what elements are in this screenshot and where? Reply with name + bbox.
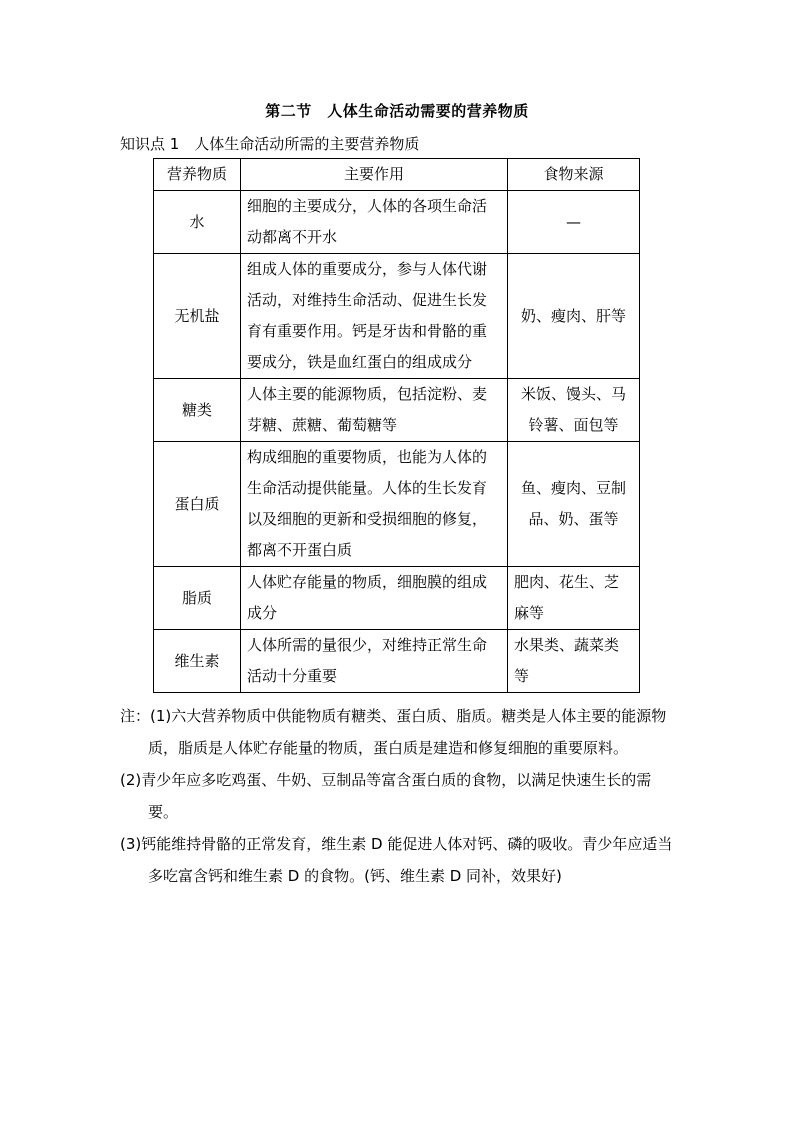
note-label: (3) bbox=[120, 835, 142, 853]
column-header: 营养物质 bbox=[154, 159, 241, 191]
table-header-row bbox=[154, 159, 640, 191]
food-source: 水果类、蔬菜类等 bbox=[508, 630, 640, 693]
page-title: 第二节 人体生命活动需要的营养物质 bbox=[265, 102, 529, 120]
nutrient-role: 人体所需的量很少，对维持正常生命活动十分重要 bbox=[241, 630, 508, 693]
nutrient-name: 水 bbox=[154, 191, 241, 254]
note-item bbox=[120, 828, 680, 892]
knowledge-point-heading: 知识点 1 人体生命活动所需的主要营养物质 bbox=[120, 135, 420, 153]
nutrient-name: 蛋白质 bbox=[154, 442, 241, 567]
nutrient-name: 维生素 bbox=[154, 630, 241, 693]
table-row bbox=[154, 379, 640, 442]
nutrient-role: 构成细胞的重要物质，也能为人体的生命活动提供能量。人体的生长发育以及细胞的更新和受损细胞的修复，都离不开蛋白质 bbox=[241, 442, 508, 567]
table-row bbox=[154, 630, 640, 693]
food-source: 米饭、馒头、马铃薯、面包等 bbox=[508, 379, 640, 442]
note-item bbox=[120, 700, 680, 764]
food-source: — bbox=[508, 191, 640, 254]
column-header: 食物来源 bbox=[508, 159, 640, 191]
nutrition-table bbox=[153, 158, 640, 693]
nutrient-role: 人体贮存能量的物质，细胞膜的组成成分 bbox=[241, 567, 508, 630]
food-source: 肥肉、花生、芝麻等 bbox=[508, 567, 640, 630]
note-label: 注：(1) bbox=[120, 707, 172, 725]
food-source: 奶、瘦肉、肝等 bbox=[508, 254, 640, 379]
table-row bbox=[154, 442, 640, 567]
table-row bbox=[154, 567, 640, 630]
notes-section bbox=[120, 700, 680, 892]
nutrient-name: 无机盐 bbox=[154, 254, 241, 379]
note-text: 青少年应多吃鸡蛋、牛奶、豆制品等富含蛋白质的食物，以满足快速生长的需要。 bbox=[141, 771, 652, 821]
nutrient-role: 人体主要的能源物质，包括淀粉、麦芽糖、蔗糖、葡萄糖等 bbox=[241, 379, 508, 442]
table-row bbox=[154, 191, 640, 254]
food-source: 鱼、瘦肉、豆制品、奶、蛋等 bbox=[508, 442, 640, 567]
column-header: 主要作用 bbox=[241, 159, 508, 191]
nutrient-role: 组成人体的重要成分，参与人体代谢活动，对维持生命活动、促进生长发育有重要作用。钙是牙齿和骨骼的重要成分，铁是血红蛋白的组成成分 bbox=[241, 254, 508, 379]
nutrient-name: 脂质 bbox=[154, 567, 241, 630]
nutrient-name: 糖类 bbox=[154, 379, 241, 442]
nutrient-role: 细胞的主要成分，人体的各项生命活动都离不开水 bbox=[241, 191, 508, 254]
table-row bbox=[154, 254, 640, 379]
note-item bbox=[120, 764, 680, 828]
note-text: 钙能维持骨骼的正常发育，维生素 D 能促进人体对钙、磷的吸收。青少年应适当多吃富含钙和维生素 D 的食物。(钙、维生素 D 同补，效果好) bbox=[141, 835, 673, 885]
note-label: (2) bbox=[120, 771, 142, 789]
note-text: 六大营养物质中供能物质有糖类、蛋白质、脂质。糖类是人体主要的能源物质，脂质是人体贮存能量的物质，蛋白质是建造和修复细胞的重要原料。 bbox=[148, 707, 667, 757]
